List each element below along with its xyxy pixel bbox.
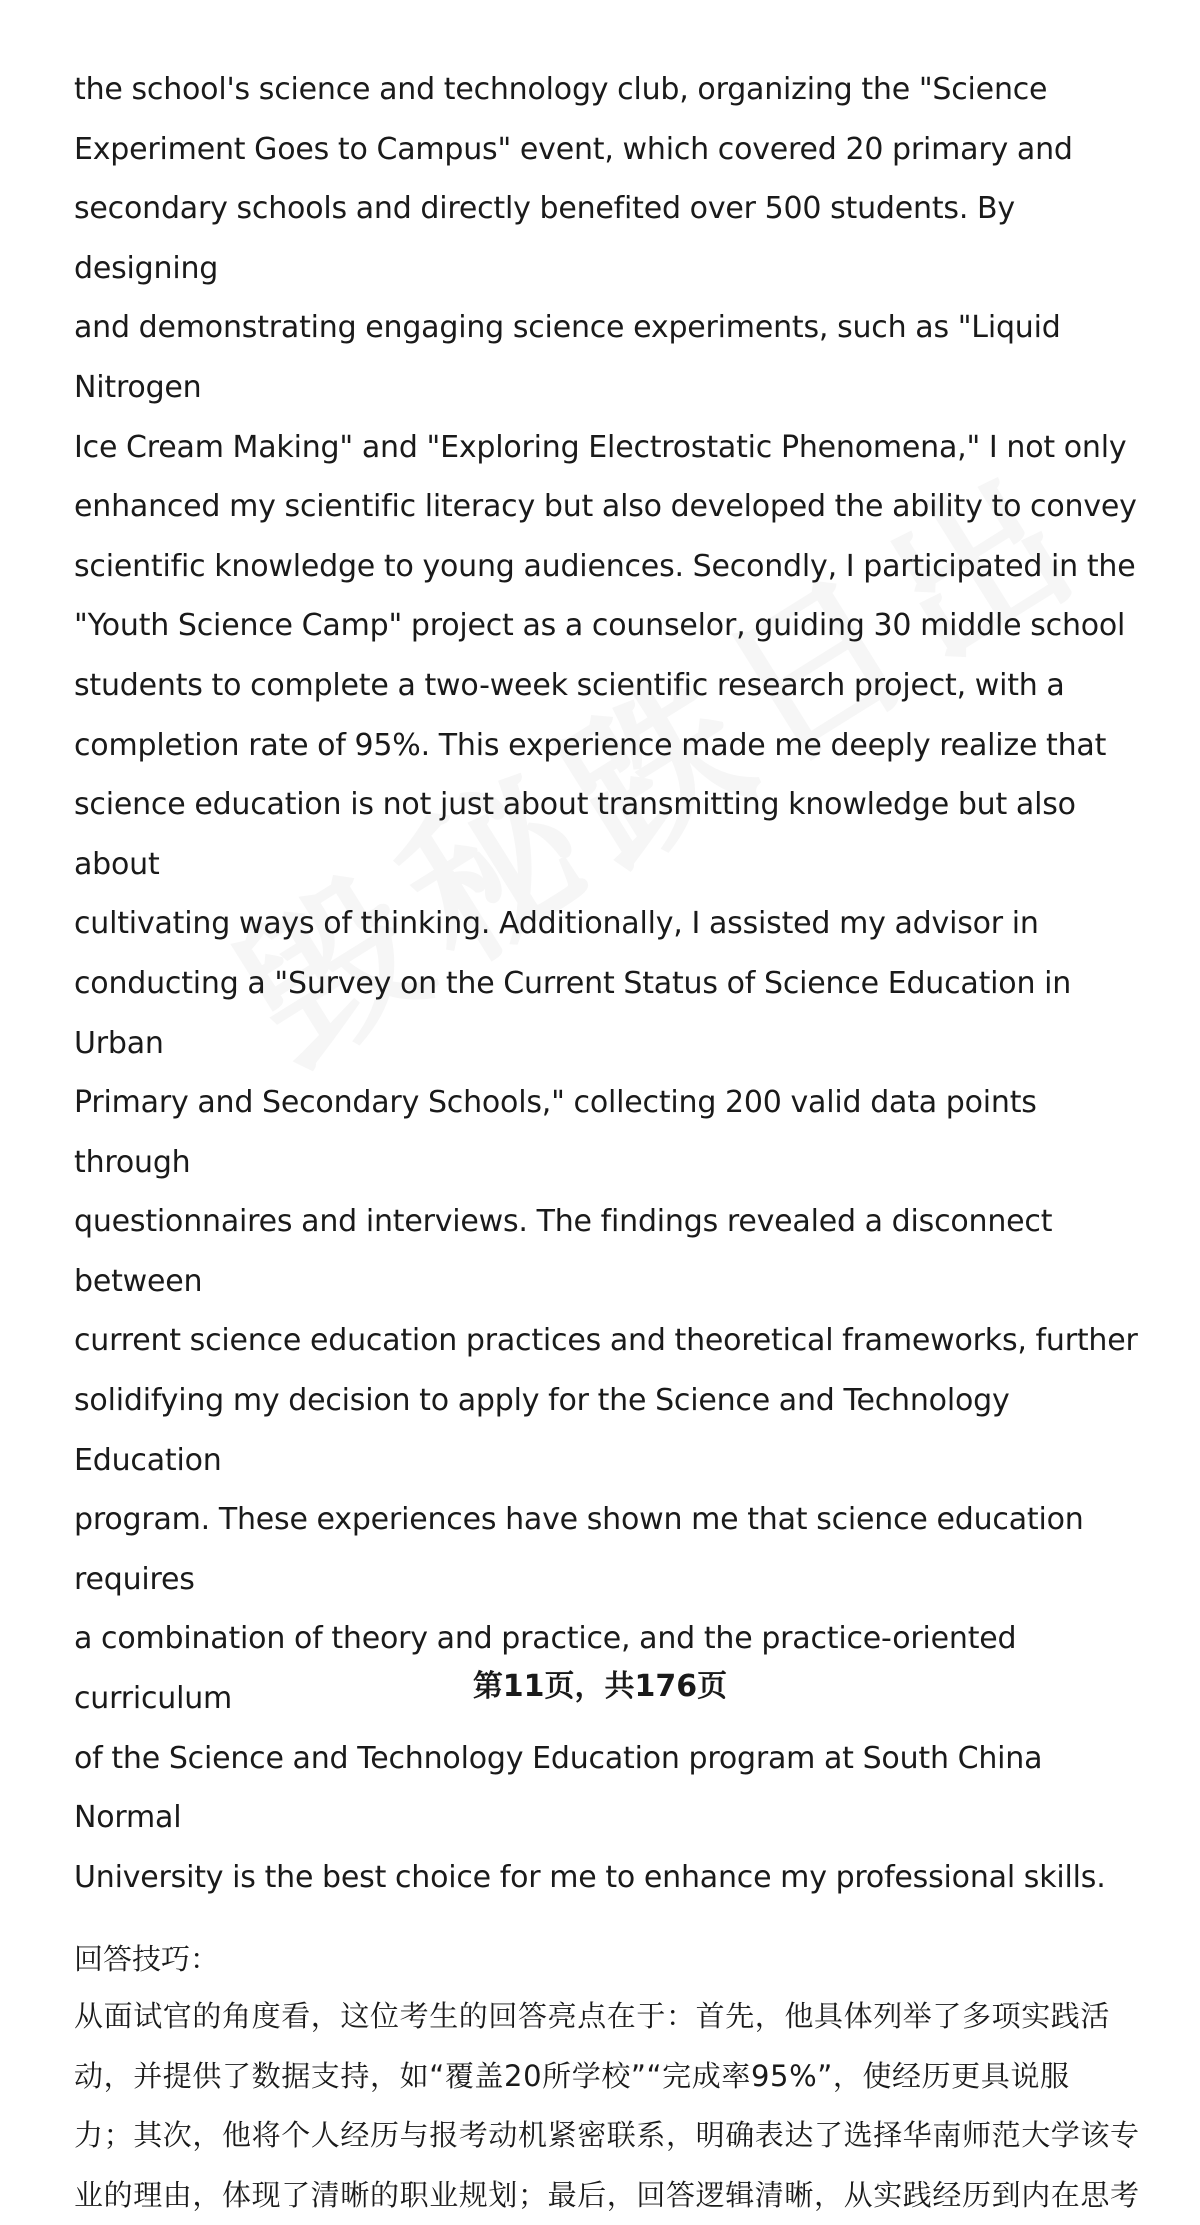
page-content [74,60,1154,2225]
answer-tips-heading: 回答技巧： [74,1942,220,1977]
page-number-footer: 第11页，共176页 [472,1669,728,1704]
answer-tips-paragraph: 从面试官的角度看，这位考生的回答亮点在于：首先，他具体列举了多项实践活 动，并提供了数据支持，如“覆盖20所学校”“完成率95%”，使经历更具说服 力；其次，他将个人经历与报考动机紧密联系，明确表达了选择华南师范大学该专 业的理由，体现了清晰的职业规划；最后，回答逻辑清晰，从实践经历到内在思考 [74,1999,1140,2212]
body-paragraph-english: the school's science and technology club, organizing the "Science Experiment Goes to Campus" event, which covered 20 primary and secondary schools and directly benefited over 500 students. By designing and demonstrating engaging science experiments, such as "Liquid Nitrogen Ice Cream Making" and "Exploring Electrostatic Phenomena," I not only enhanced my scientific literacy but also developed the ability to convey scientific knowledge to young audiences. Secondly, I participated in the "Youth Science Camp" project as a counselor, guiding 30 middle school students to complete a two-week scientific research project, with a completion rate of 95%. This experience made me deeply realize that science education is not just about transmitting knowledge but also about cultivating ways of thinking. Additionally, I assisted my advisor in conducting a "Survey on the Current Status of Science Education in Urban Primary and Secondary Schools," collecting 200 valid data points through questionnaires and interviews. The findings revealed a disconnect between current science education practices and theoretical frameworks, further solidifying my decision to apply for the Science and Technology Education program. These experiences have shown me that science education requires a combination of theory and practice, and the practice-oriented curriculum of the Science and Technology Education program at South China Normal University is the best choice for me to enhance my professional skills. [74,72,1138,1895]
